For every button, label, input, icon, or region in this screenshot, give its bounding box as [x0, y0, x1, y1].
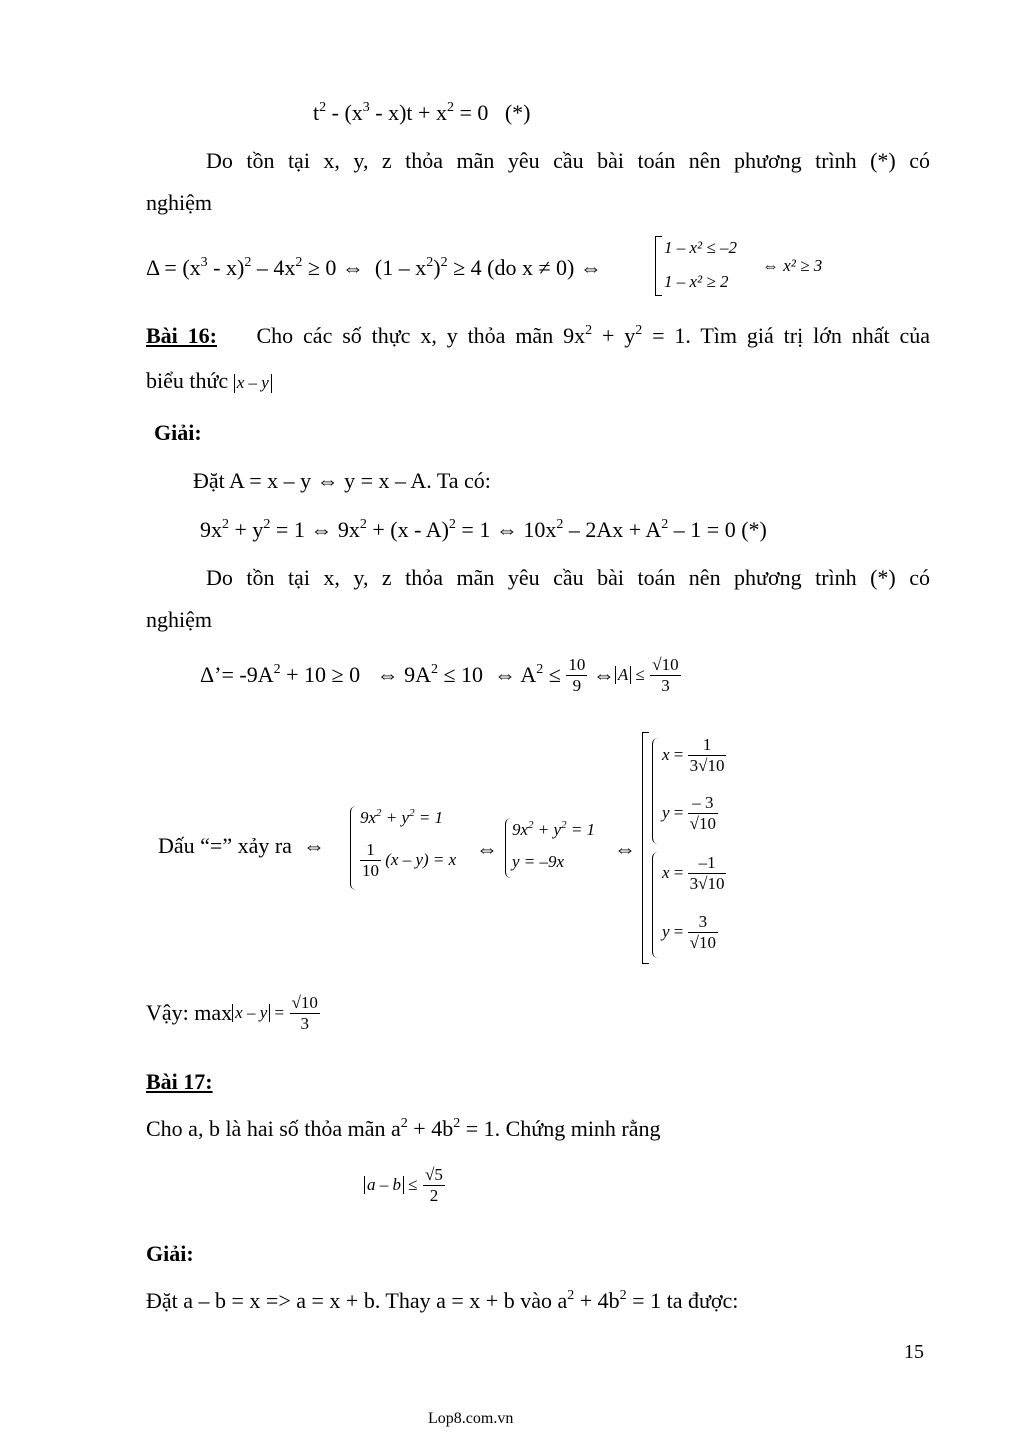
bai17-label: Bài 17: [146, 1069, 213, 1094]
bai16-cont: biểu thức x – y [146, 368, 272, 394]
solution-heading-1: Giải: [154, 420, 202, 445]
sys2-eq1: $9x^2 + y^2 = 1$ [512, 819, 596, 839]
delta-1: $\Delta = (x^3 - x)^2 - 4x^2 \ge 0$ ⇔ $(1 - x^2)^2 \ge 4$ (do x ≠ 0) ⇔ [146, 255, 602, 280]
bai16-line: Bài 16: Cho các số thực x, y thỏa mãn $9x^2 + y^2 = 1$. Tìm giá trị lớn nhất của [146, 323, 930, 348]
brace-sol-2 [652, 852, 658, 958]
paragraph-1: Do tồn tại x, y, z thỏa mãn yêu cầu bài toán nên phương trình (*) có [206, 148, 930, 173]
delta-2: Δ’= $-9A^2 + 10 \ge 0$ ⇔ $9A^2 \le 10$ ⇔ $A^2$ ≤ $\frac{10}{9}$ ⇔ A ≤ $\frac{√10}{3}$ [200, 655, 679, 695]
sys2-eq2: y = –9x [512, 852, 565, 871]
last-line: Đặt a – b = x => a = x + b. Thay a = x + b vào $a^2 + 4b^2 = 1$ ta được: [146, 1288, 739, 1313]
paragraph-2-cont: nghiệm [146, 607, 212, 632]
abs-x-minus-y: x – y [234, 374, 272, 393]
delta-1-case-1: 1 – x² ≤ –2 [664, 238, 737, 257]
brace-1 [350, 806, 357, 890]
iff-3: ⇔ [614, 836, 636, 861]
sol-x2: x = $\frac{-1}{3√10}$ [662, 853, 725, 893]
equation-9x: $9x^2 + y^2 = 1$ ⇔ $9x^2 + (x - A)^2 = 1$ ⇔ $10x^2 - 2Ax + A^2 - 1 = 0$ (*) [200, 517, 767, 542]
site-footer: Lop8.com.vn [428, 1410, 514, 1427]
sys1-eq1: $9x^2 + y^2 = 1$ [360, 807, 444, 827]
sys1-eq2: $\frac{1}{10}$ (x – y) = x [362, 840, 457, 880]
bai17-text: Cho a, b là hai số thỏa mãn $a^2 + 4b^2 = 1$. Chứng minh rằng [146, 1116, 661, 1141]
brace-sol-1 [652, 738, 658, 844]
brace-2 [505, 818, 512, 878]
solution-heading-2: Giải: [146, 1241, 194, 1266]
bai16-label: Bài 16: [146, 323, 217, 348]
delta-1-case-2: 1 – x² ≥ 2 [664, 272, 729, 291]
sol-y1: y = $\frac{- 3}{√10}$ [662, 793, 716, 833]
bracket-solutions [642, 732, 649, 964]
dat-a-line: Đặt A = x – y ⇔ y = x – A. Ta có: [193, 468, 491, 493]
equation-t: $t^2 - (x^3 - x)t + x^2 = 0$ (*) [313, 100, 531, 125]
equality-condition: Dấu “=” xảy ra ⇔ [158, 833, 325, 858]
bai17-inequality: a – b ≤ $\frac{√5}{2}$ [364, 1165, 445, 1205]
sol-x1: x = $\frac{1}{3√10}$ [662, 735, 725, 775]
page-number: 15 [904, 1341, 924, 1363]
delta-1-result: ⇔ x² ≥ 3 [762, 256, 823, 275]
paragraph-2: Do tồn tại x, y, z thỏa mãn yêu cầu bài toán nên phương trình (*) có [206, 565, 930, 590]
bracket-1 [655, 236, 662, 296]
conclusion-16: Vậy: max x – y = $\frac{√10}{3}$ [146, 993, 318, 1033]
paragraph-1-cont: nghiệm [146, 190, 212, 215]
sol-y2: y = $\frac{3}{√10}$ [662, 912, 716, 952]
iff-2: ⇔ [476, 836, 498, 861]
